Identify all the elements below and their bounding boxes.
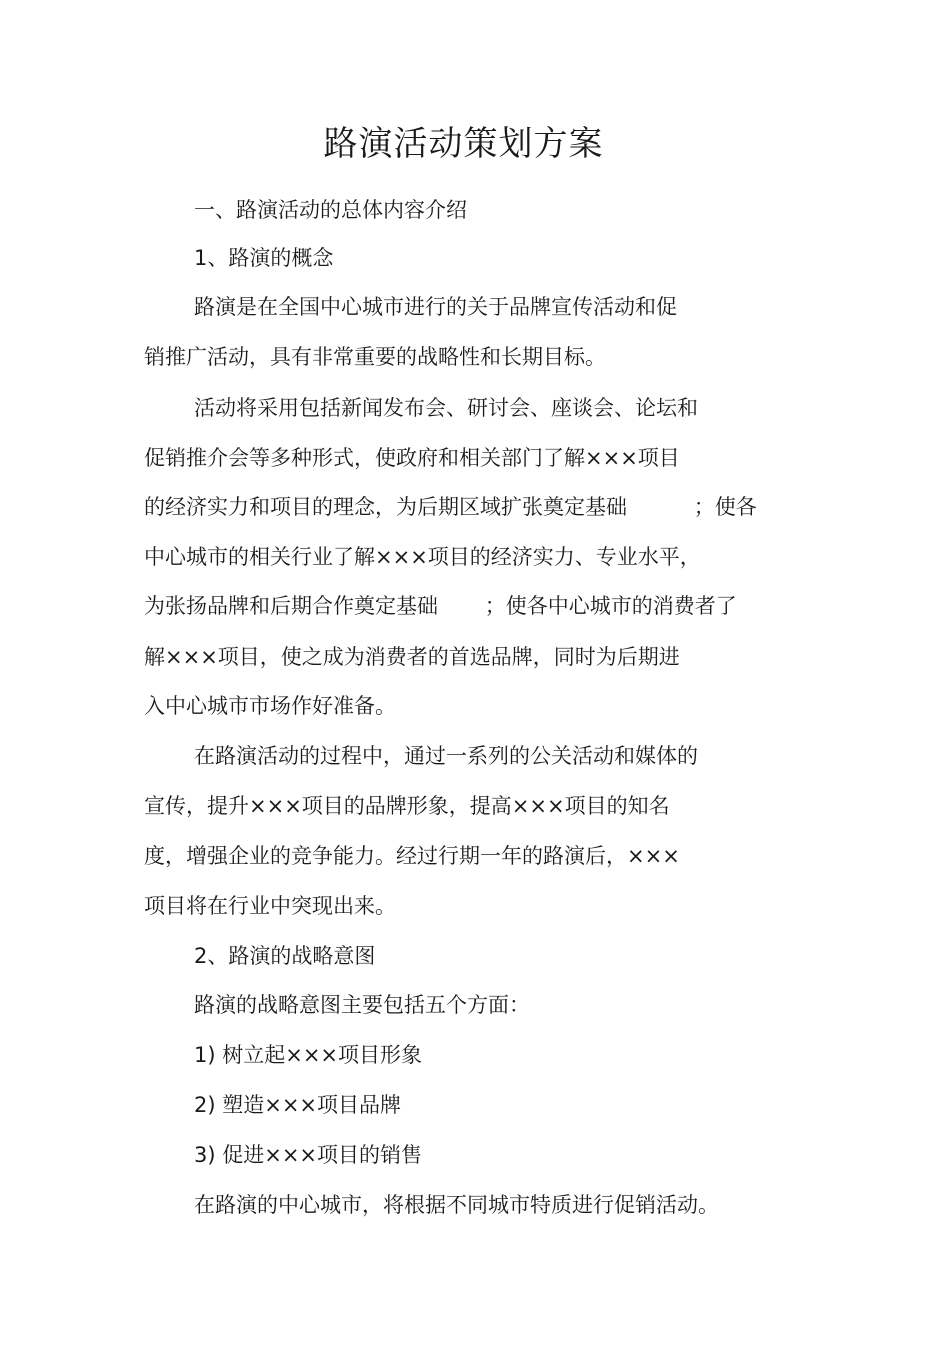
list-item: 2) 塑造×××项目品牌 <box>194 1093 402 1117</box>
document-title: 路演活动策划方案 <box>323 124 604 164</box>
paragraph-line: 的经济实力和项目的理念，为后期区域扩张奠定基础 ；使各 <box>144 495 757 519</box>
subheading-strategy: 2、路演的战略意图 <box>194 944 376 968</box>
paragraph-line: 路演的战略意图主要包括五个方面： <box>194 993 530 1017</box>
paragraph-line: 解×××项目，使之成为消费者的首选品牌，同时为后期进 <box>144 645 680 669</box>
paragraph-line: 在路演的中心城市，将根据不同城市特质进行促销活动。 <box>194 1193 719 1217</box>
subheading-concept: 1、路演的概念 <box>194 246 334 270</box>
paragraph-line: 度，增强企业的竞争能力。经过行期一年的路演后，××× <box>144 844 680 868</box>
list-item: 3) 促进×××项目的销售 <box>194 1143 423 1167</box>
paragraph-line: 项目将在行业中突现出来。 <box>144 894 396 918</box>
paragraph-line: 销推广活动，具有非常重要的战略性和长期目标。 <box>144 345 606 369</box>
paragraph-line: 为张扬品牌和后期合作奠定基础 ；使各中心城市的消费者了 <box>144 594 737 618</box>
paragraph-line: 在路演活动的过程中，通过一系列的公关活动和媒体的 <box>194 744 698 768</box>
paragraph-line: 促销推介会等多种形式，使政府和相关部门了解×××项目 <box>144 446 680 470</box>
paragraph-line: 路演是在全国中心城市进行的关于品牌宣传活动和促 <box>194 295 677 319</box>
paragraph-line: 活动将采用包括新闻发布会、研讨会、座谈会、论坛和 <box>194 396 698 420</box>
section-heading-overview: 一、路演活动的总体内容介绍 <box>194 198 467 222</box>
list-item: 1) 树立起×××项目形象 <box>194 1043 423 1067</box>
paragraph-line: 宣传，提升×××项目的品牌形象，提高×××项目的知名 <box>144 794 670 818</box>
paragraph-line: 中心城市的相关行业了解×××项目的经济实力、专业水平， <box>144 545 701 569</box>
paragraph-line: 入中心城市市场作好准备。 <box>144 694 396 718</box>
